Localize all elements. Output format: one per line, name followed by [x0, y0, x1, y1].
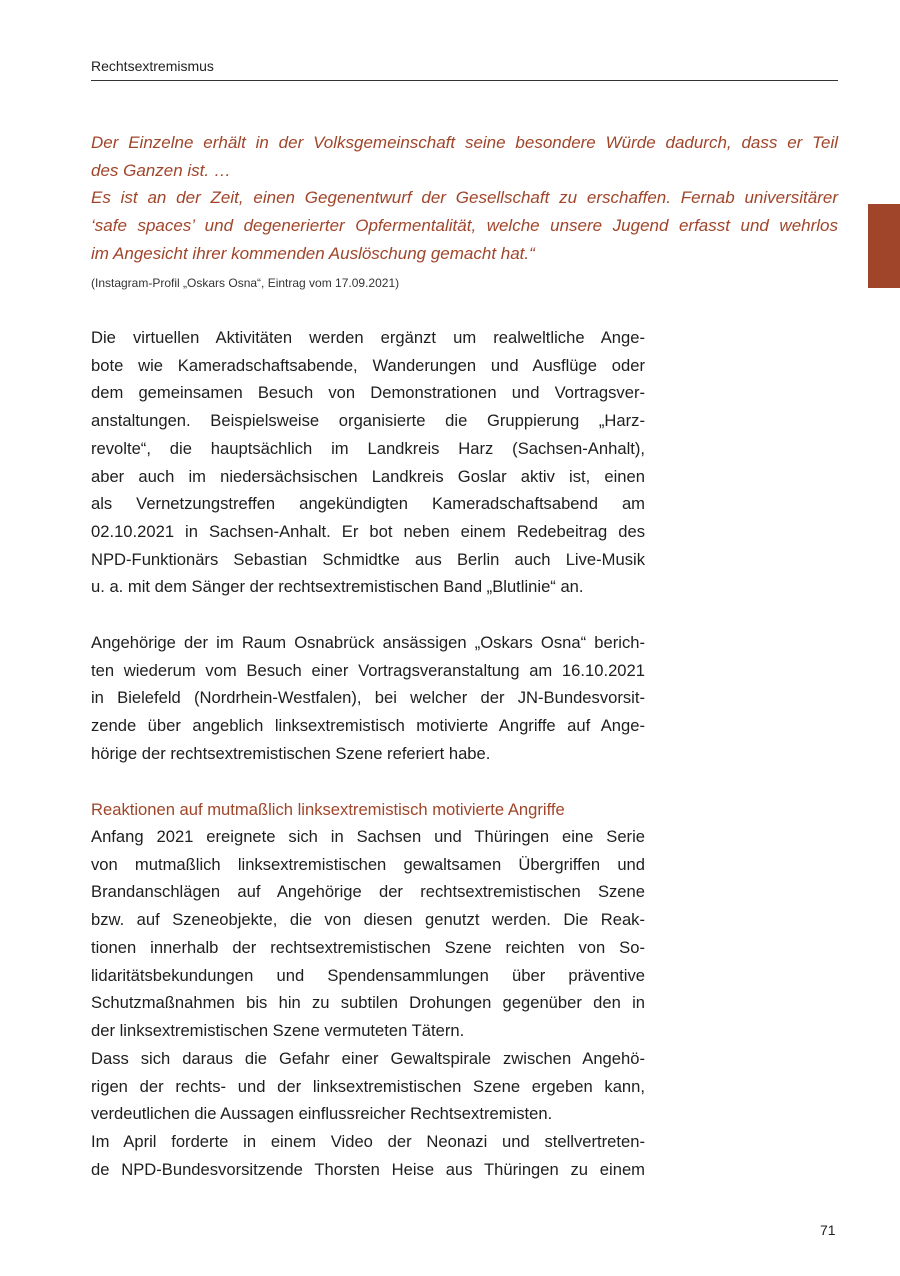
text-line: dem gemeinsamen Besuch von Demonstrationen und Vortragsver-: [91, 383, 645, 403]
quote-line: ‘safe spaces’ und degenerierter Opfermentalität, welche unsere Jugend erfasst und wehrlos: [91, 216, 838, 236]
text-line: als Vernetzungstreffen angekündigten Kameradschaftsabend am: [91, 494, 645, 514]
text-line: u. a. mit dem Sänger der rechtsextremistischen Band „Blutlinie“ an.: [91, 577, 584, 597]
text-line: verdeutlichen die Aussagen einflussreicher Rechtsextremisten.: [91, 1104, 553, 1124]
text-line: ten wiederum vom Besuch einer Vortragsveranstaltung am 16.10.2021: [91, 660, 645, 680]
text-line: Schutzmaßnahmen bis hin zu subtilen Drohungen gegenüber den in: [91, 993, 645, 1013]
block-quote: [91, 129, 838, 268]
text-line: Die virtuellen Aktivitäten werden ergänzt um realweltliche Ange-: [91, 328, 645, 347]
quote-source: (Instagram-Profil „Oskars Osna“, Eintrag vom 17.09.2021): [91, 276, 400, 290]
text-line: de NPD-Bundesvorsitzende Thorsten Heise aus Thüringen zu einem: [91, 1159, 645, 1179]
text-line: rigen der rechts- und der linksextremistischen Szene ergeben kann,: [91, 1076, 645, 1096]
page-number: 71: [820, 1222, 836, 1238]
paragraph-4: [91, 1045, 645, 1128]
header-divider: [91, 80, 838, 81]
quote-line: im Angesicht ihrer kommenden Auslöschung gemacht hat.“: [91, 243, 535, 263]
text-line: bote wie Kameradschaftsabende, Wanderungen und Ausflüge oder: [91, 355, 645, 375]
text-line: Brandanschlägen auf Angehörige der rechtsextremistischen Szene: [91, 882, 645, 902]
quote-line: Es ist an der Zeit, einen Gegenentwurf der Gesellschaft zu erschaffen. Fernab universitärer: [91, 188, 838, 208]
running-header: Rechtsextremismus: [91, 58, 214, 74]
text-line: Dass sich daraus die Gefahr einer Gewaltspirale zwischen Angehö-: [91, 1049, 645, 1068]
text-line: hörige der rechtsextremistischen Szene referiert habe.: [91, 743, 491, 763]
text-line: zende über angeblich linksextremistisch motivierte Angriffe auf Ange-: [91, 716, 645, 736]
text-line: lidaritätsbekundungen und Spendensammlungen über präventive: [91, 965, 645, 985]
quote-line: Der Einzelne erhält in der Volksgemeinschaft seine besondere Würde dadurch, dass er Teil: [91, 133, 838, 152]
text-line: anstaltungen. Beispielsweise organisierte die Gruppierung „Harz-: [91, 411, 645, 431]
text-line: in Bielefeld (Nordrhein-Westfalen), bei welcher der JN-Bundesvorsit-: [91, 688, 645, 708]
text-line: Im April forderte in einem Video der Neonazi und stellvertreten-: [91, 1132, 645, 1151]
chapter-tab-marker: [868, 204, 900, 288]
quote-line: des Ganzen ist. …: [91, 160, 231, 180]
text-line: tionen innerhalb der rechtsextremistischen Szene reichten von So-: [91, 937, 645, 957]
text-line: revolte“, die hauptsächlich im Landkreis Harz (Sachsen-Anhalt),: [91, 438, 645, 458]
text-line: aber auch im niedersächsischen Landkreis Goslar aktiv ist, einen: [91, 466, 645, 486]
paragraph-1: [91, 324, 645, 601]
paragraph-5: [91, 1128, 645, 1183]
paragraph-2: [91, 629, 645, 768]
text-line: 02.10.2021 in Sachsen-Anhalt. Er bot neben einem Redebeitrag des: [91, 521, 645, 541]
text-line: Anfang 2021 ereignete sich in Sachsen und Thüringen eine Serie: [91, 827, 645, 846]
text-line: bzw. auf Szeneobjekte, die von diesen genutzt werden. Die Reak-: [91, 910, 645, 930]
text-line: der linksextremistischen Szene vermuteten Tätern.: [91, 1020, 465, 1040]
text-line: Angehörige der im Raum Osnabrück ansässigen „Oskars Osna“ berich-: [91, 633, 645, 652]
section-heading: Reaktionen auf mutmaßlich linksextremistisch motivierte Angriffe: [91, 800, 565, 819]
paragraph-3: [91, 823, 645, 1045]
text-line: NPD-Funktionärs Sebastian Schmidtke aus Berlin auch Live-Musik: [91, 549, 645, 569]
text-line: von mutmaßlich linksextremistischen gewaltsamen Übergriffen und: [91, 854, 645, 874]
